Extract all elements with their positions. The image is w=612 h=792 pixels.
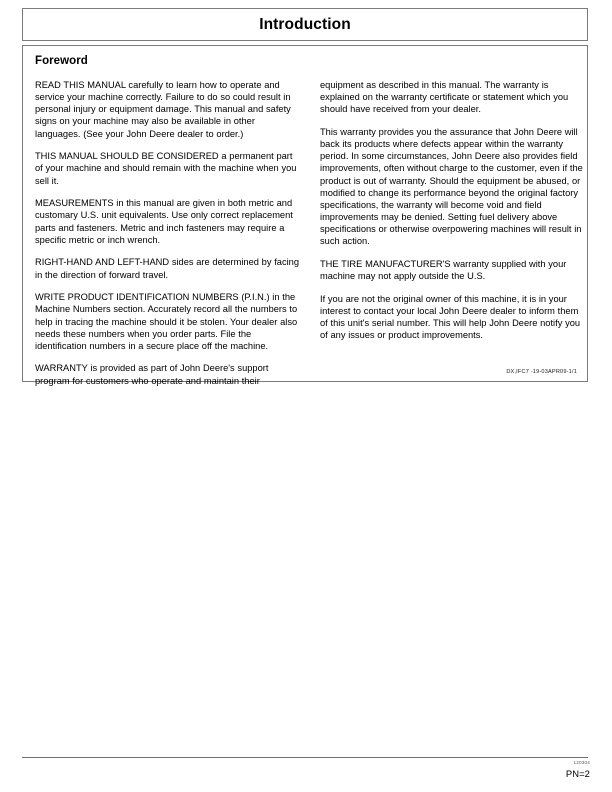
paragraph: THE TIRE MANUFACTURER'S warranty supplied with your machine may not apply outside the U.S.	[320, 259, 567, 282]
paragraph: equipment as described in this manual. The warranty is explained on the warranty certificate or statement which you should have received from your dealer.	[320, 80, 569, 115]
page-number: PN=2	[565, 768, 590, 779]
paragraph: THIS MANUAL SHOULD BE CONSIDERED a permanent part of your machine and should remain with the machine when you sell it.	[35, 151, 297, 186]
left-column	[35, 79, 302, 387]
paragraph: WRITE PRODUCT IDENTIFICATION NUMBERS (P.I.N.) in the Machine Numbers section. Accurately record all the numbers to help in tracing the machine should it be stolen. Your dealer also needs these numbers when you order parts. File the identification numbers in a secure place off the machine.	[35, 292, 298, 351]
page-title: Introduction	[259, 15, 351, 33]
paragraph: READ THIS MANUAL carefully to learn how to operate and service your machine correctly. Failure to do so could result in personal injury or equipment damage. This manual and safety signs on your machine may also be available in other languages. (See your John Deere dealer to order.)	[35, 80, 291, 139]
section-footnote-code: DX,IFC7 -19-03APR09-1/1	[506, 369, 577, 375]
right-column	[320, 79, 587, 387]
section-heading: Foreword	[35, 55, 88, 67]
paragraph: This warranty provides you the assurance that John Deere will back its products where defects appear within the warranty period. In some circumstances, John Deere also provides field improvements, often without charge to the customer, even if the product is out of warranty. Should the equipment be abused, or modified to change its performance beyond the original factory specifications, the warranty will become void and field improvements may be denied. Setting fuel delivery above specifications or otherwise overpowering machines will result in such action.	[320, 126, 583, 247]
footer-divider	[22, 757, 588, 758]
paragraph: MEASUREMENTS in this manual are given in both metric and customary U.S. unit equivalents. Use only correct replacement parts and fasteners. Metric and inch fasteners may require a specific metric or inch wrench.	[35, 198, 293, 245]
footer-revision-code: 120304	[573, 760, 590, 765]
foreword-section	[22, 45, 588, 386]
paragraph: WARRANTY is provided as part of John Deere's support program for customers who operate and maintain their	[35, 363, 269, 386]
page-header-box	[22, 8, 588, 41]
paragraph: RIGHT-HAND AND LEFT-HAND sides are determined by facing in the direction of forward travel.	[35, 257, 300, 280]
paragraph: If you are not the original owner of this machine, it is in your interest to contact your local John Deere dealer to inform them of this unit's serial number. This will help John Deere notify you of any issues or product improvements.	[320, 293, 581, 341]
two-column-body	[35, 79, 583, 387]
